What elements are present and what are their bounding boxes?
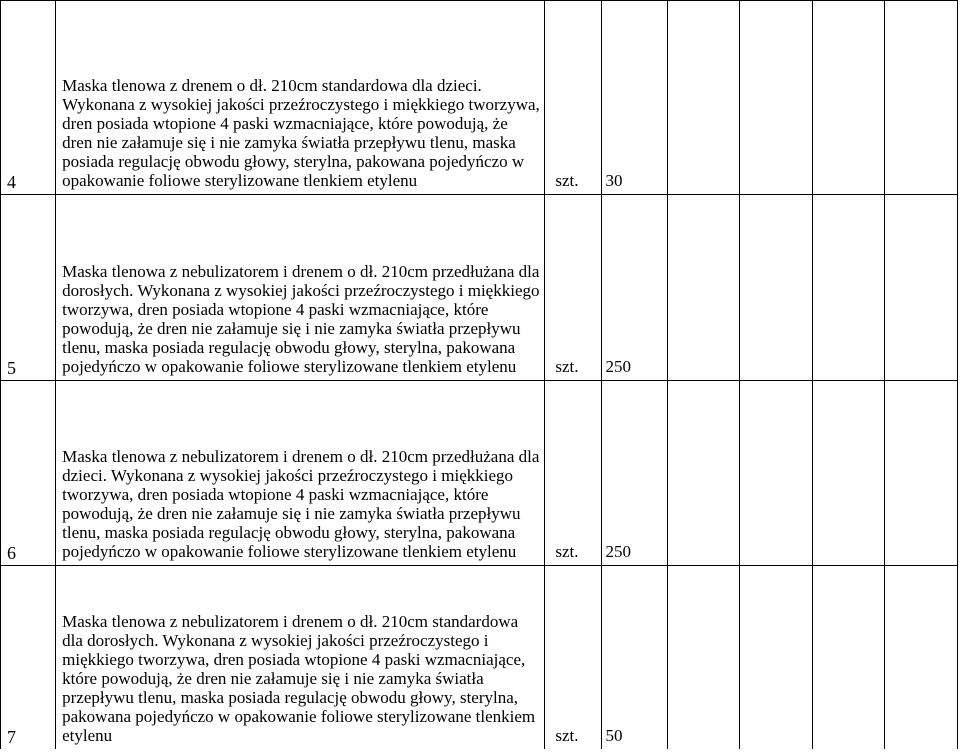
- item-description: Maska tlenowa z drenem o dł. 210cm standardowa dla dzieci. Wykonana z wysokiej jakości przeźroczystego i miękkiego tworzywa, dren posiada wtopione 4 paski wzmacniające, które powodują, że dren nie załamuje się i nie zamyka światła przepływu tlenu, maska posiada regulację obwodu głowy, sterylna, pakowana pojedyńczo w opakowanie foliowe sterylizowane tlenkiem etylenu: [56, 1, 545, 195]
- table-row: [1, 1, 958, 195]
- table-row: [1, 381, 958, 566]
- empty-cell: [885, 566, 958, 750]
- empty-cell: [812, 195, 885, 381]
- empty-cell: [812, 566, 885, 750]
- empty-cell: [740, 195, 813, 381]
- empty-cell: [667, 381, 740, 566]
- unit-cell: szt.: [545, 195, 601, 381]
- unit-cell: szt.: [545, 566, 601, 750]
- unit-cell: szt.: [545, 1, 601, 195]
- empty-cell: [740, 381, 813, 566]
- quantity-cell: 250: [601, 381, 667, 566]
- row-number: 5: [1, 195, 56, 381]
- empty-cell: [667, 195, 740, 381]
- empty-cell: [885, 195, 958, 381]
- empty-cell: [812, 1, 885, 195]
- empty-cell: [812, 381, 885, 566]
- table-row: [1, 195, 958, 381]
- empty-cell: [740, 566, 813, 750]
- row-number: 4: [1, 1, 56, 195]
- empty-cell: [885, 381, 958, 566]
- item-description: Maska tlenowa z nebulizatorem i drenem o dł. 210cm przedłużana dla dzieci. Wykonana z wysokiej jakości przeźroczystego i miękkiego tworzywa, dren posiada wtopione 4 paski wzmacniające, które powodują, że dren nie załamuje się i nie zamyka światła przepływu tlenu, maska posiada regulację obwodu głowy, sterylna, pakowana pojedyńczo w opakowanie foliowe sterylizowane tlenkiem etylenu: [56, 381, 545, 566]
- unit-cell: szt.: [545, 381, 601, 566]
- row-number: 6: [1, 381, 56, 566]
- item-description: Maska tlenowa z nebulizatorem i drenem o dł. 210cm przedłużana dla dorosłych. Wykonana z wysokiej jakości przeźroczystego i miękkiego tworzywa, dren posiada wtopione 4 paski wzmacniające, które powodują, że dren nie załamuje się i nie zamyka światła przepływu tlenu, maska posiada regulację obwodu głowy, sterylna, pakowana pojedyńczo w opakowanie foliowe sterylizowane tlenkiem etylenu: [56, 195, 545, 381]
- empty-cell: [667, 566, 740, 750]
- empty-cell: [885, 1, 958, 195]
- empty-cell: [667, 1, 740, 195]
- empty-cell: [740, 1, 813, 195]
- quantity-cell: 50: [601, 566, 667, 750]
- quantity-cell: 250: [601, 195, 667, 381]
- table-row: [1, 566, 958, 750]
- row-number: 7: [1, 566, 56, 750]
- quantity-cell: 30: [601, 1, 667, 195]
- item-description: Maska tlenowa z nebulizatorem i drenem o dł. 210cm standardowa dla dorosłych. Wykonana z wysokiej jakości przeźroczystego i miękkiego tworzywa, dren posiada wtopione 4 paski wzmacniające, które powodują, że dren nie załamuje się i nie zamyka światła przepływu tlenu, maska posiada regulację obwodu głowy, sterylna, pakowana pojedyńczo w opakowanie foliowe sterylizowane tlenkiem etylenu: [56, 566, 545, 750]
